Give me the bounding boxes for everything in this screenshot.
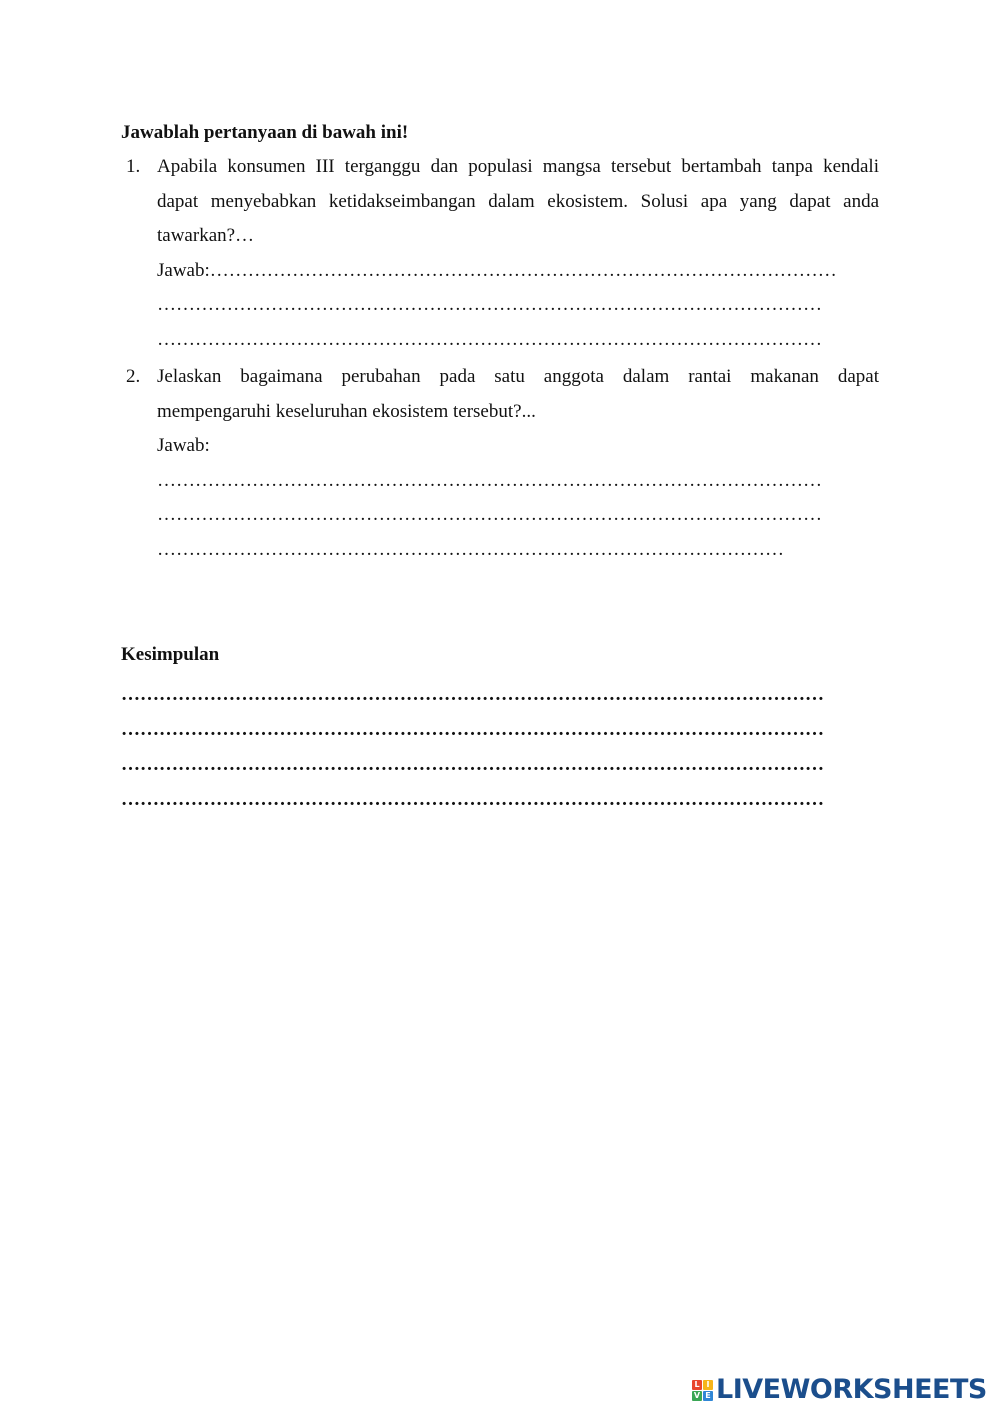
answer-label: Jawab: xyxy=(157,435,210,456)
question-text-line: dapat menyebabkan ketidakseimbangan dalam ekosistem. Solusi apa yang dapat anda xyxy=(157,190,879,212)
liveworksheets-logo xyxy=(692,1372,987,1408)
logo-mark-tile: V xyxy=(693,1390,701,1400)
answer-line[interactable]: …………………………………………………………………………………………… xyxy=(157,469,822,491)
worksheet-heading: Jawablah pertanyaan di bawah ini! xyxy=(121,122,409,143)
question-text-line: mempengaruhi keseluruhan ekosistem tersebut?... xyxy=(157,400,536,422)
question-number: 1. xyxy=(126,156,141,177)
answer-line[interactable]: …………………………………………………………………………………………… xyxy=(157,294,822,315)
conclusion-title: Kesimpulan xyxy=(121,644,220,665)
conclusion-line[interactable]: ………………………………………………………………………………………………… xyxy=(121,719,824,740)
question-number: 2. xyxy=(126,366,141,387)
logo-text: LIVEWORKSHEETS xyxy=(716,1374,987,1405)
question-text-line: Jelaskan bagaimana perubahan pada satu anggota dalam rantai makanan dapat xyxy=(157,366,879,387)
question-2 xyxy=(121,360,879,567)
answer-field[interactable]: Jawab:……………………………………………………………………………………… xyxy=(157,259,837,281)
question-text-line: Apabila konsumen III terganggu dan populasi mangsa tersebut bertambah tanpa kendali xyxy=(157,156,879,177)
logo-mark-tile: I xyxy=(703,1380,713,1390)
question-text-line: tawarkan?… xyxy=(157,225,255,246)
answer-line[interactable]: …………………………………………………………………………………………… xyxy=(157,328,822,350)
answer-line[interactable]: …………………………………………………………………………………………… xyxy=(157,504,822,525)
logo-mark-icon xyxy=(692,1380,713,1401)
conclusion-answer-area xyxy=(121,677,869,817)
conclusion-line[interactable]: ………………………………………………………………………………………………… xyxy=(121,789,824,810)
conclusion-line[interactable]: ………………………………………………………………………………………………… xyxy=(121,754,824,775)
logo-mark-tile: E xyxy=(703,1391,713,1401)
conclusion-line[interactable]: ………………………………………………………………………………………………… xyxy=(121,684,824,705)
question-1 xyxy=(121,150,879,357)
logo-mark-tile: L xyxy=(692,1380,702,1390)
answer-line[interactable]: ……………………………………………………………………………………… xyxy=(157,538,784,560)
